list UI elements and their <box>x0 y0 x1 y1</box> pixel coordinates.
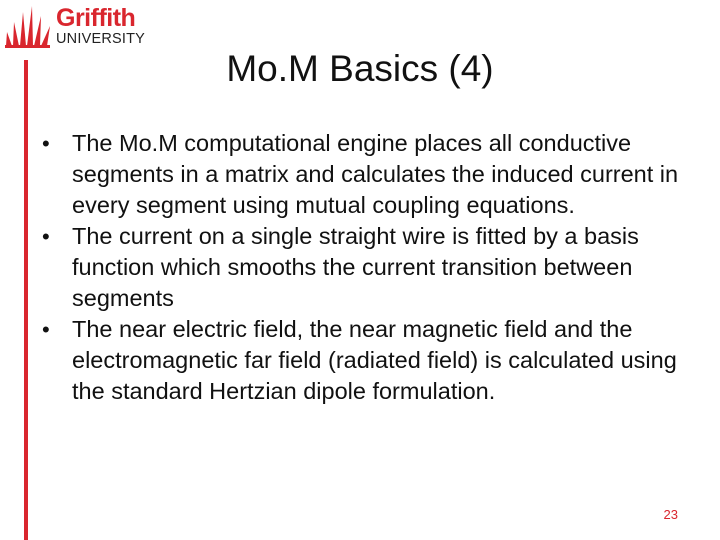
left-accent-rule <box>24 60 28 540</box>
bullet-marker: • <box>42 317 50 342</box>
bullet-item <box>40 128 680 221</box>
page-number: 23 <box>663 507 678 522</box>
logo-subtitle: UNIVERSITY <box>56 31 146 47</box>
flame-logo-icon <box>4 2 54 48</box>
bullet-list <box>40 128 680 407</box>
logo-wordmark: Griffith <box>56 4 136 32</box>
bullet-text: The Mo.M computational engine places all conductive segments in a matrix and calculates the induced current in every segment using mutual coupling equations. <box>72 130 679 218</box>
bullet-marker: • <box>42 131 50 156</box>
bullet-text: The current on a single straight wire is fitted by a basis function which smooths the current transition between segments <box>72 223 639 311</box>
slide-title: Mo.M Basics (4) <box>226 48 494 89</box>
bullet-item <box>40 314 680 407</box>
griffith-logo <box>4 2 144 50</box>
bullet-item <box>40 221 680 314</box>
bullet-text: The near electric field, the near magnetic field and the electromagnetic far field (radiated field) is calculated using the standard Hertzian dipole formulation. <box>72 316 677 404</box>
bullet-marker: • <box>42 224 50 249</box>
